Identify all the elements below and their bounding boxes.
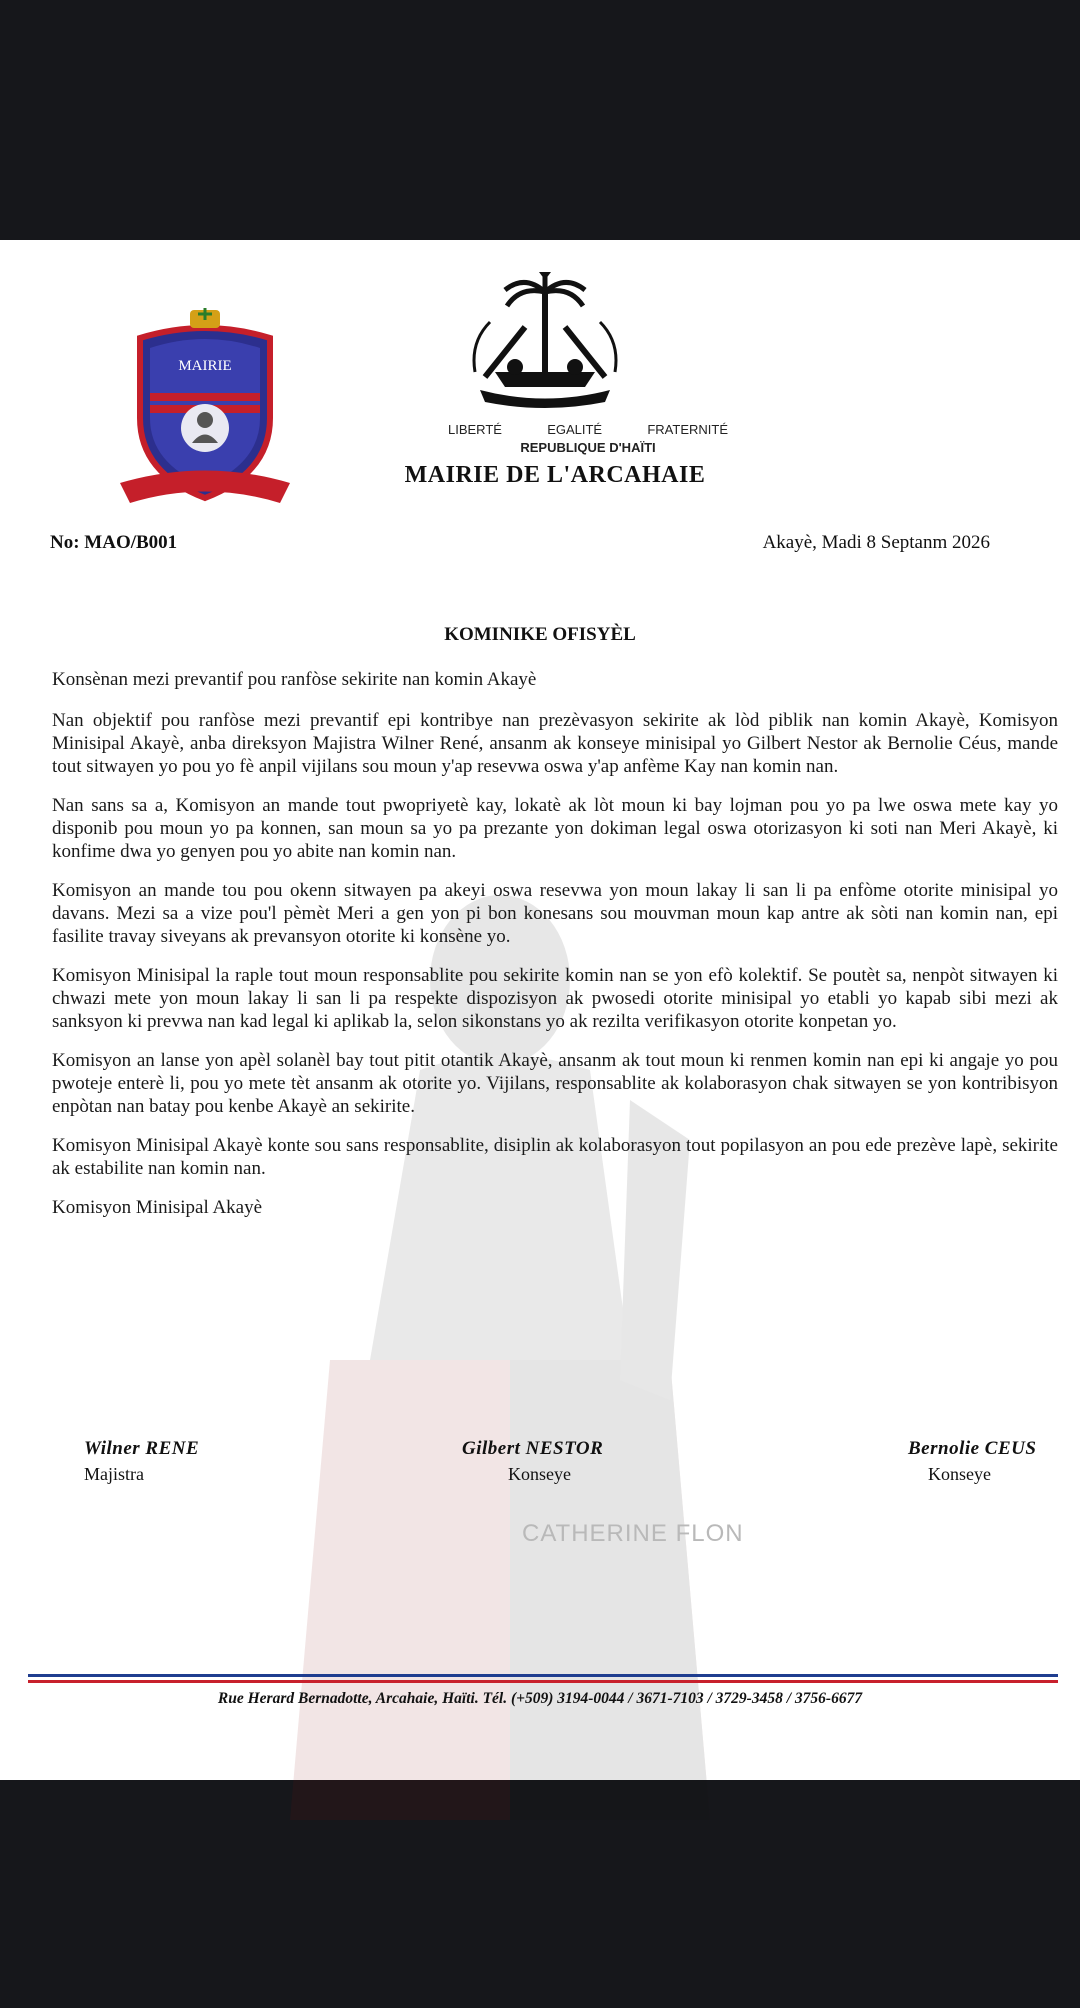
footer-rule-blue bbox=[28, 1674, 1058, 1677]
closing-line: Komisyon Minisipal Akayè bbox=[52, 1197, 263, 1218]
subject-line: Konsènan mezi prevantif pou ranfòse sekirite nan komin Akayè bbox=[52, 669, 537, 690]
motto-fraternite: FRATERNITÉ bbox=[647, 422, 728, 437]
signatory-name: Wilner RENE bbox=[84, 1438, 200, 1459]
watermark-text: CATHERINE FLON bbox=[522, 1520, 744, 1547]
signatory-role: Majistra bbox=[84, 1464, 144, 1484]
footer-rule-red bbox=[28, 1680, 1058, 1683]
reference-number: No: MAO/B001 bbox=[50, 532, 178, 553]
paragraph: Komisyon an mande tou pou okenn sitwayen pa akeyi oswa resevwa yon moun lakay li san li pa enfòme otorite minisipal yo davans. Mezi sa a vize pou'l pèmèt Meri a gen yon pi bon konesans sou mouvman moun kap antre ak sòti nan komin nan, epi fasilite travay siveyans ak prevansyon otorite ki konsène yo. bbox=[52, 880, 1058, 947]
coat-of-arms-icon bbox=[465, 272, 625, 412]
mairie-crest-icon bbox=[120, 308, 290, 508]
crest-label: MAIRIE bbox=[178, 358, 232, 374]
national-motto bbox=[448, 422, 728, 437]
motto-liberte: LIBERTÉ bbox=[448, 422, 502, 437]
signature-mayor bbox=[84, 1438, 199, 1485]
document-date: Akayè, Madi 8 Septanm 2026 bbox=[762, 532, 990, 553]
signature-councillor-2 bbox=[908, 1438, 1036, 1485]
republic-name: REPUBLIQUE D'HAÏTI bbox=[520, 440, 656, 455]
document-title: KOMINIKE OFISYÈL bbox=[444, 624, 636, 645]
footer-address: Rue Herard Bernadotte, Arcahaie, Haïti. Tél. (+509) 3194-0044 / 3671-7103 / 3729-3458 / 3756-6677 bbox=[217, 1690, 863, 1707]
paragraph: Komisyon Minisipal la raple tout moun responsablite pou sekirite komin nan se yon efò kolektif. Se poutèt sa, nenpòt sitwayen ki chwazi mete yon moun lakay li san li pa respekte dispozisyon ak pwosedi otorite minisipal yo etabli yo kapab sibi mezi ak sanksyon ki prevwa nan kad legal ki aplikab la, selon sikonstans yo ak rezilta verifikasyon otorite konpetan yo. bbox=[52, 965, 1058, 1032]
paragraph: Komisyon an lanse yon apèl solanèl bay tout pitit otantik Akayè, ansanm ak tout moun ki renmen komin nan epi ki angaje yo pou pwoteje enterè li, pou yo mete tèt ansanm ak otorite yo. Vijilans, responsablite ak kolaborasyon chak sitwayen se yon kontribisyon enpòtan nan batay pou kenbe Akayè an sekirite. bbox=[52, 1050, 1058, 1117]
signatory-role: Konseye bbox=[928, 1464, 991, 1484]
paragraph: Nan objektif pou ranfòse mezi prevantif epi kontribye nan prezèvasyon sekirite ak lòd piblik nan komin Akayè, Komisyon Minisipal Akayè, anba direksyon Majistra Wilner René, ansanm ak konseye minisipal yo Gilbert Nestor ak Bernolie Céus, mande tout sitwayen yo pou yo fè anpil vijilans sou moun y'ap resevwa oswa y'ap anfème Kay nan komin nan. bbox=[52, 710, 1058, 777]
communique-body bbox=[52, 668, 1058, 1235]
signature-councillor-1 bbox=[462, 1438, 603, 1485]
motto-egalite: EGALITÉ bbox=[547, 422, 603, 437]
signatory-name: Bernolie CEUS bbox=[908, 1438, 1037, 1459]
signatory-role: Konseye bbox=[508, 1464, 571, 1484]
paragraph: Komisyon Minisipal Akayè konte sou sans responsablite, disiplin ak kolaborasyon tout popilasyon an pou ede prezève lapè, sekirite ak estabilite nan komin nan. bbox=[52, 1135, 1058, 1179]
signatory-name: Gilbert NESTOR bbox=[462, 1438, 604, 1459]
letter-page bbox=[0, 240, 1080, 1780]
paragraph: Nan sans sa a, Komisyon an mande tout pwopriyetè kay, lokatè ak lòt moun ki bay lojman pou yo pa lwe oswa mete kay yo disponib pou moun yo pa konnen, san moun sa yo pa prezante yon dokiman legal oswa otorizasyon ki soti nan Meri Akayè, ki konfime dwa yo genyen pou yo abite nan komin nan. bbox=[52, 795, 1058, 862]
office-name: MAIRIE DE L'ARCAHAIE bbox=[404, 462, 706, 488]
